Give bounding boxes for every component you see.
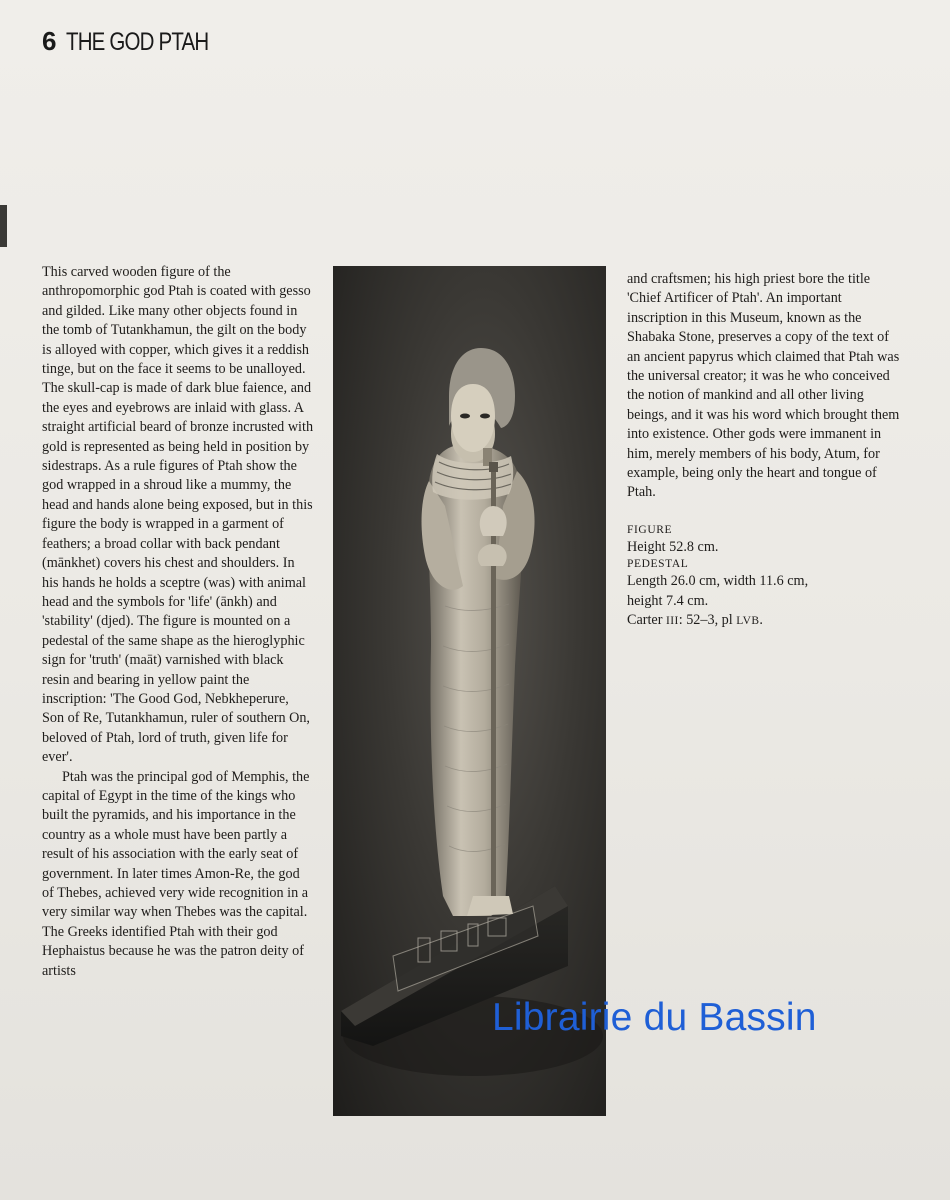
ptah-statue-photograph (333, 266, 606, 1116)
body-paragraph-continued: and craftsmen; his high priest bore the title 'Chief Artificer of Ptah'. An important inscription in this Museum, known as the Shabaka Stone, preserves a copy of the text of an ancient papyrus which claimed that Ptah was the universal creator; it was he who conceived the notion of mankind and all other living beings, and it was his word which brought them into existence. Other gods were immanent in him, merely members of his body, Atum, for example, being only the heart and tongue of Ptah. (627, 271, 900, 501)
bibliographic-reference (627, 611, 902, 631)
pedestal-dimensions-line-1: Length 26.0 cm, width 11.6 cm, (627, 573, 809, 590)
body-paragraph-1: This carved wooden figure of the anthropomorphic god Ptah is coated with gesso and gilded. Like many other objects found in the tomb of Tutankhamun, the gilt on the body is alloyed with copper, which gives it a reddish tinge, but on the face it seems to be unalloyed. The skull-cap is made of dark blue faience, and the eyes and eyebrows are inlaid with glass. A straight artificial beard of bronze incrusted with gold is represented as being held in position by sidestraps. As a rule figures of Ptah show the god wrapped in a shroud like a mummy, the head and hands alone being exposed, but in this figure the body is wrapped in a garment of feathers; a broad collar with back pendant (mānkhet) covers his chest and shoulders. In his hands he holds a sceptre (was) with animal head and the symbols for 'life' (ānkh) and 'stability' (djed). The figure is mounted on a pedestal of the same shape as the hieroglyphic sign for 'truth' (maāt) varnished with black resin and bearing in yellow paint the inscription: 'The Good God, Nebkheperure, Son of Re, Tutankhamun, ruler of southern On, beloved of Ptah, lord of truth, given life for ever'. (42, 264, 314, 766)
bookseller-watermark: Librairie du Bassin (492, 996, 817, 1039)
figure-height: Height 52.8 cm. (627, 538, 719, 555)
reference-volume: III (666, 615, 679, 628)
object-specifications (627, 523, 902, 611)
reference-plate: LVB (736, 615, 760, 628)
reference-author: Carter (627, 612, 663, 629)
body-paragraph-2: Ptah was the principal god of Memphis, the capital of Egypt in the time of the kings who built the pyramids, and his importance in the country as a whole must have been partly a result of his association with the early seat of government. In later times Amon-Re, the god of Thebes, achieved very wide recognition in a very similar way when Thebes was the capital. The Greeks identified Ptah with their god Hephaistus because he was the patron deity of artists (42, 768, 310, 979)
ptah-statue-illustration (333, 266, 606, 1116)
figure-heading: FIGURE (627, 523, 673, 536)
page-edge-mark (0, 205, 7, 247)
reference-pages: : 52–3, pl (678, 612, 733, 629)
left-text-column (42, 263, 314, 981)
page-title: THE GOD PTAH (66, 28, 209, 56)
running-header (42, 26, 240, 60)
pedestal-dimensions-line-2: height 7.4 cm. (627, 592, 709, 609)
page-number: 6 (42, 26, 57, 56)
right-text-column (627, 270, 902, 632)
reference-end: . (759, 612, 763, 629)
pedestal-heading: PEDESTAL (627, 558, 689, 571)
